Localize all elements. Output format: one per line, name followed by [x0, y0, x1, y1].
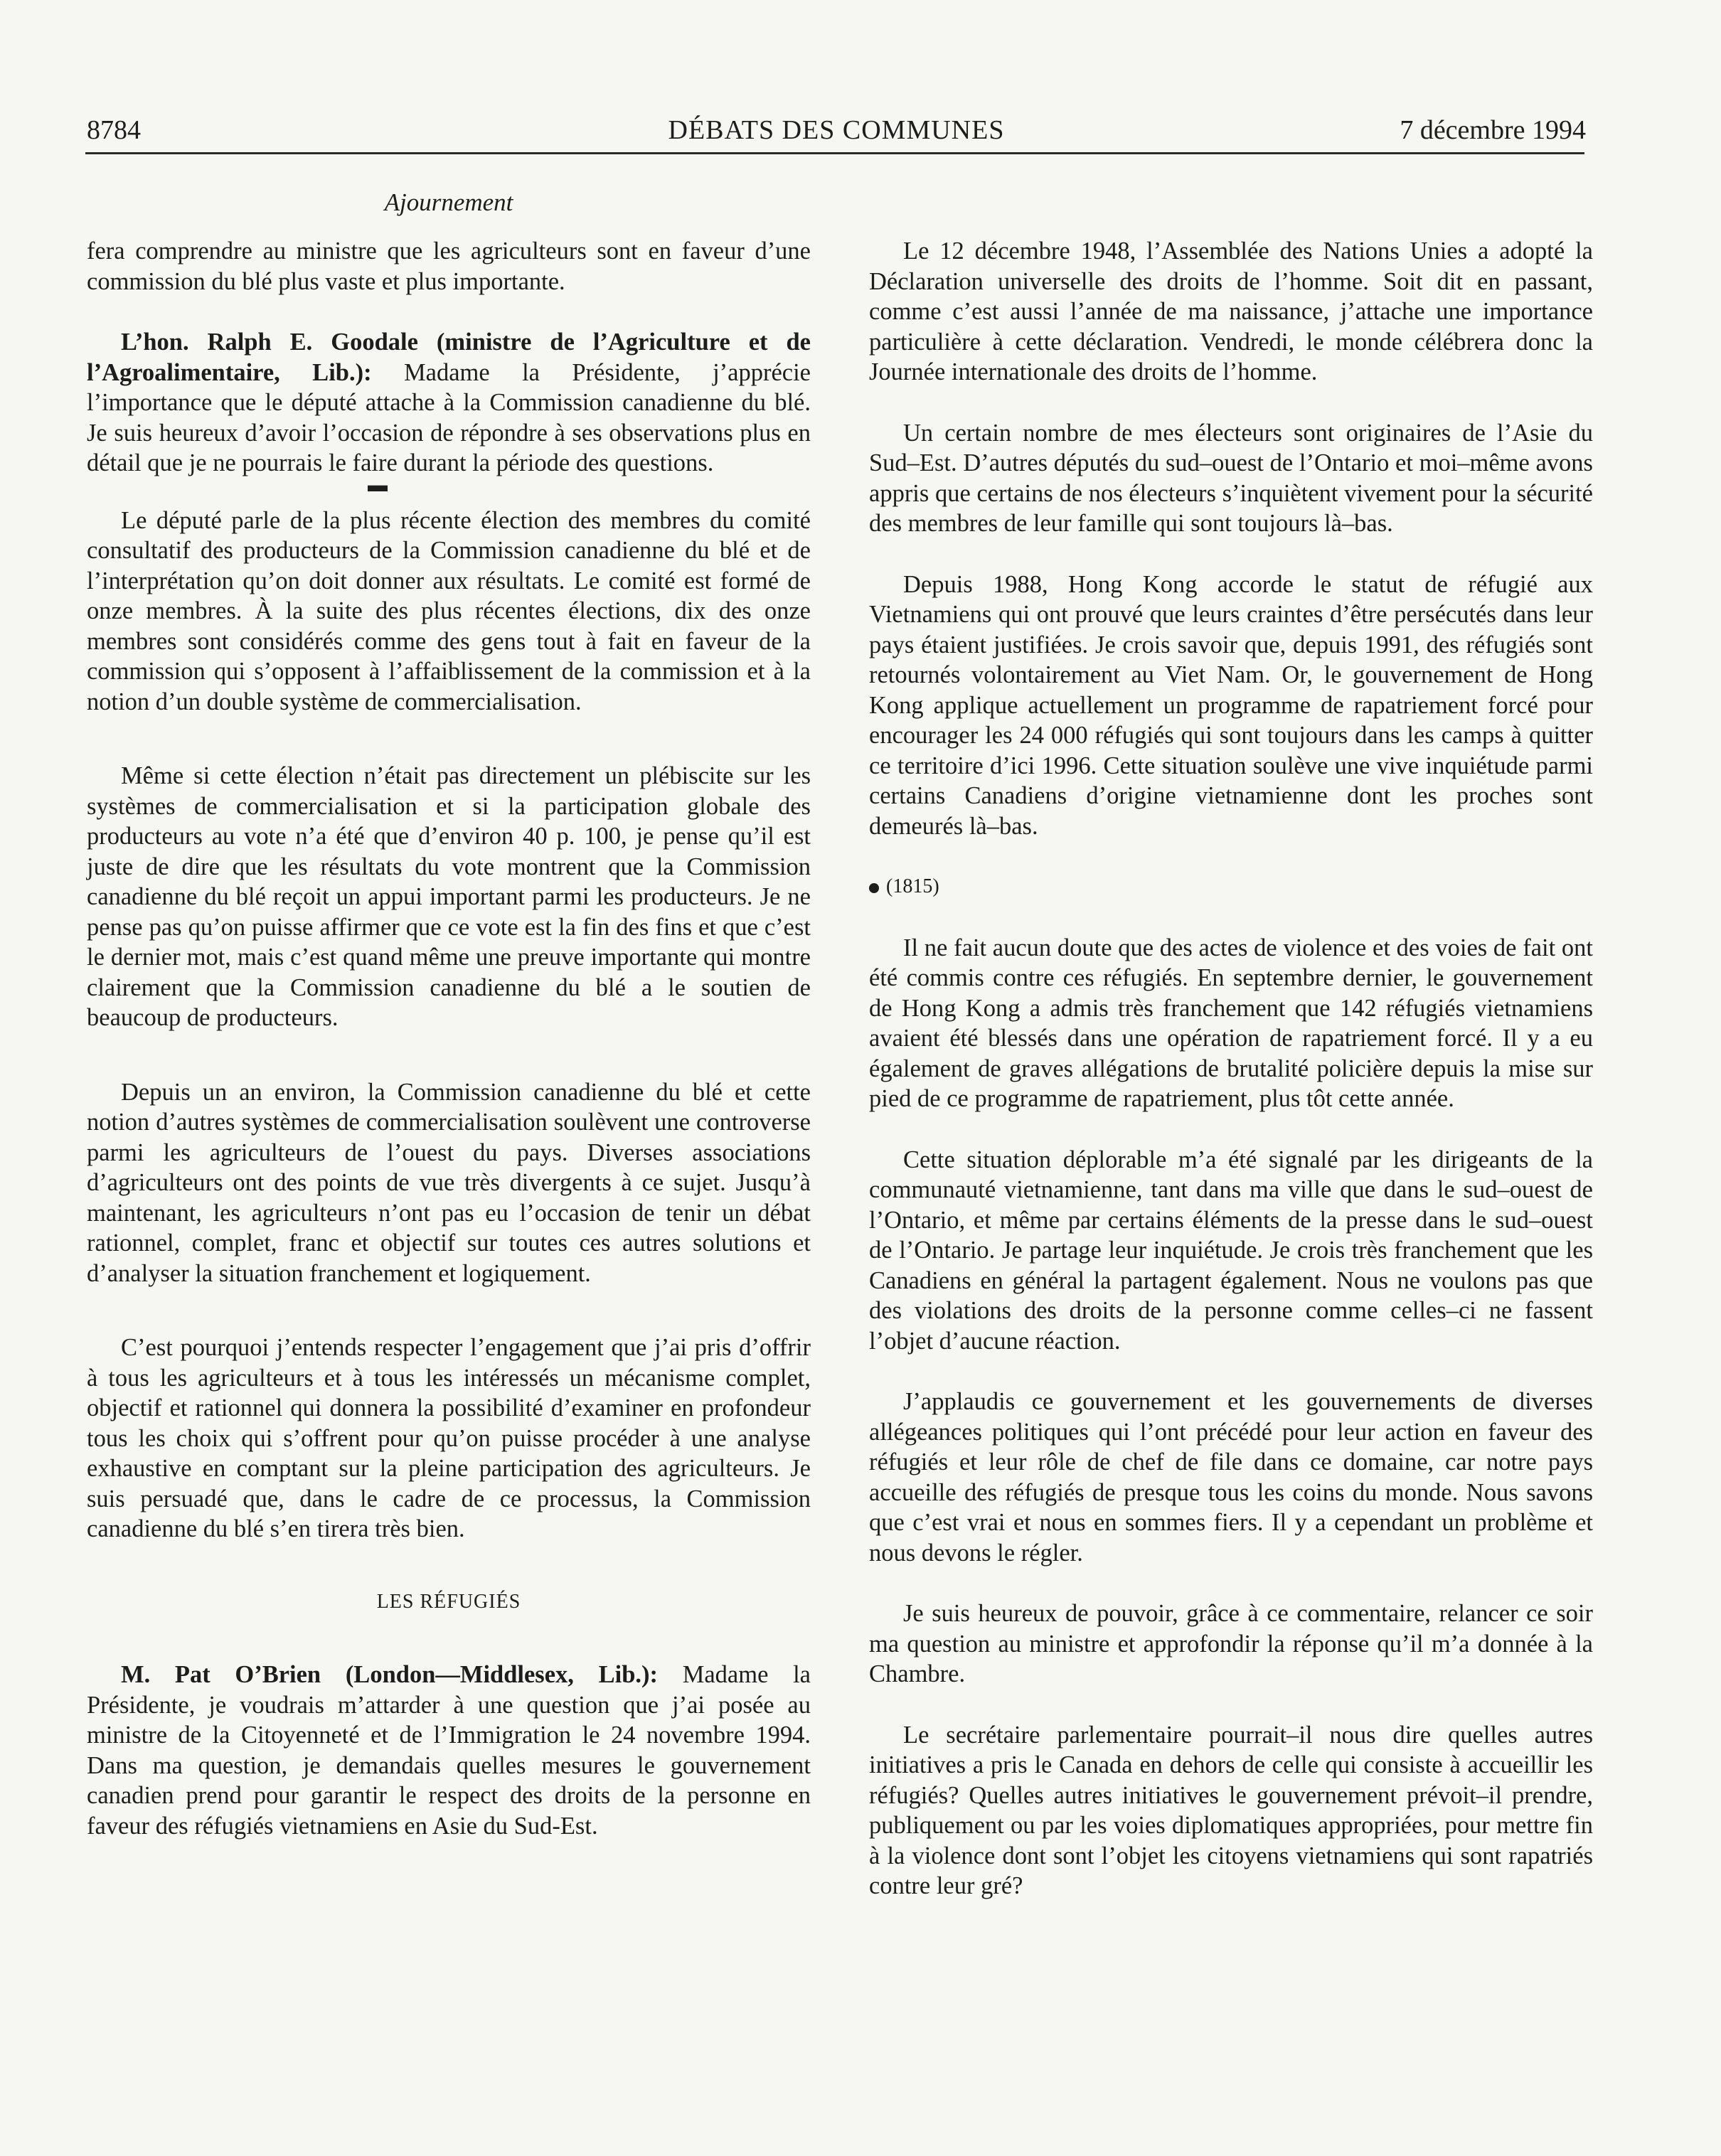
paragraph: Le député parle de la plus récente élection des membres du comité consultatif des producteurs de la Commission canadienne du blé et de l’interprétation qu’on doit donner aux résultats. Le comité est formé de onze membres. À la suite des plus récentes élections, dix des onze membres sont considérés comme des gens tout à fait en faveur de la commission qui s’opposent à l’affaiblissement de la commission et à la notion d’un double système de commercialisation.	[87, 506, 811, 715]
paragraph: Il ne fait aucun doute que des actes de violence et des voies de fait ont été commis contre ces réfugiés. En septembre dernier, le gouvernement de Hong Kong a admis très franchement que 142 réfugiés vietnamiens avaient été blessés dans une opération de rapatriement forcé. Il y a eu également de graves allégations de brutalité policière depuis la mise sur pied de ce programme de rapatriement, plus tôt cette année.	[869, 934, 1593, 1112]
margin-mark: ▬	[368, 474, 388, 496]
bullet-icon	[869, 883, 879, 893]
running-head: Ajournement	[384, 188, 513, 216]
paragraph: Même si cette élection n’était pas directement un plébiscite sur les systèmes de commercialisation et si la participation globale des producteurs au vote n’a été que d’environ 40 p. 100, je pense qu’il est juste de dire que les résultats du vote montrent que la Commission canadienne du blé reçoit un appui important parmi les producteurs. Je ne pense pas qu’on puisse affirmer que ce vote est la fin des fins et que c’est le dernier mot, mais c’est quand même une preuve importante qui montre clairement que la Commission canadienne du blé a le soutien de beaucoup de producteurs.	[87, 762, 811, 1031]
left-column	[87, 236, 811, 1872]
time-marker-text: (1815)	[886, 875, 939, 897]
speaker-name: L’hon. Ralph E. Goodale (ministre de l’Agriculture et de l’Agroalimentaire, Lib.):	[87, 329, 811, 386]
paragraph: J’applaudis ce gouvernement et les gouvernements de diverses allégeances politiques qui l’ont précédé pour leur action en faveur des réfugiés et leur rôle de chef de file dans ce domaine, car notre pays accueille des réfugiés de presque tous les coins du monde. Nous savons que c’est vrai et nous en sommes fiers. Il y a cependant un problème et nous devons le régler.	[869, 1388, 1593, 1567]
paragraph: Depuis 1988, Hong Kong accorde le statut de réfugié aux Vietnamiens qui ont prouvé que leurs craintes d’être persécutés dans leur pays étaient justifiées. Je crois savoir que, depuis 1991, des réfugiés sont retournés volontairement au Viet Nam. Or, le gouvernement de Hong Kong applique actuellement un programme de rapatriement forcé pour encourager les 24 000 réfugiés qui sont toujours dans les camps à quitter ce territoire d’ici 1996. Cette situation soulève une vive inquiétude parmi certains Canadiens d’origine vietnamienne dont les proches sont demeurés là–bas.	[869, 570, 1593, 840]
page-number: 8784	[87, 115, 141, 145]
right-column	[869, 236, 1593, 1932]
speech-text: Madame la Présidente, je voudrais m’attarder à une question que j’ai posée au ministre de la Citoyenneté et de l’Immigration le 24 novembre 1994. Dans ma question, je demandais quelles mesures le gouvernement canadien prend pour garantir le respect des droits de la personne en faveur des réfugiés vietnamiens en Asie du Sud-Est.	[87, 1661, 811, 1840]
paragraph: fera comprendre au ministre que les agriculteurs sont en faveur d’une commission du blé plus vaste et plus importante.	[87, 238, 811, 295]
paragraph: Je suis heureux de pouvoir, grâce à ce commentaire, relancer ce soir ma question au ministre et approfondir la réponse qu’il m’a donnée à la Chambre.	[869, 1600, 1593, 1687]
page-header	[87, 110, 1586, 150]
publication-title: DÉBATS DES COMMUNES	[668, 115, 1005, 145]
paragraph: Depuis un an environ, la Commission canadienne du blé et cette notion d’autres systèmes de commercialisation soulèvent une controverse parmi les agriculteurs de l’ouest du pays. Diverses associations d’agriculteurs ont des points de vue très divergents à ce sujet. Jusqu’à maintenant, les agriculteurs n’ont pas eu l’occasion de tenir un débat rationnel, complet, franc et objectif sur toutes ces autres solutions et d’analyser la situation franchement et logiquement.	[87, 1078, 811, 1287]
paragraph: Cette situation déplorable m’a été signalé par les dirigeants de la communauté vietnamienne, tant dans ma ville que dans le sud–ouest de l’Ontario, et même par certains éléments de la presse dans le sud–ouest de l’Ontario. Je partage leur inquiétude. Je crois très franchement que les Canadiens en général la partagent également. Nous ne voulons pas que des violations des droits de la personne comme celles–ci ne fassent l’objet d’aucune réaction.	[869, 1146, 1593, 1355]
paragraph: Le secrétaire parlementaire pourrait–il nous dire quelles autres initiatives a pris le Canada en dehors de celle qui consiste à accueillir les réfugiés? Quelles autres initiatives le gouvernement prévoit–il prendre, publiquement ou par les voies diplomatiques appropriées, pour mettre fin à la violence dont sont l’objet les citoyens vietnamiens qui sont rapatriés contre leur gré?	[869, 1721, 1593, 1899]
speech-text: Madame la Présidente, j’apprécie l’importance que le député attache à la Commission canadienne du blé. Je suis heureux d’avoir l’occasion de répondre à ses observations plus en détail que je ne pourrais le faire durant la période des questions.	[87, 358, 811, 476]
header-rule	[85, 152, 1584, 154]
paragraph: Un certain nombre de mes électeurs sont originaires de l’Asie du Sud–Est. D’autres députés du sud–ouest de l’Ontario et moi–même avons appris que certains de nos électeurs s’inquiètent vivement pour la sécurité des membres de leur famille qui sont toujours là–bas.	[869, 419, 1593, 537]
paragraph	[87, 1660, 811, 1841]
section-heading: LES RÉFUGIÉS	[376, 1590, 521, 1613]
sitting-date: 7 décembre 1994	[1400, 115, 1586, 145]
paragraph	[87, 327, 811, 479]
paragraph: C’est pourquoi j’entends respecter l’engagement que j’ai pris d’offrir à tous les agriculteurs et à tous les intéressés un mécanisme complet, objectif et rationnel qui donnera la possibilité d’examiner en profondeur tous les choix qui s’offrent pour qu’on puisse procéder à une analyse exhaustive en comptant sur la pleine participation des agriculteurs. Je suis persuadé que, dans le cadre de ce processus, la Commission canadienne du blé s’en tirera très bien.	[87, 1334, 811, 1542]
speaker-name: M. Pat O’Brien (London—Middlesex, Lib.):	[121, 1661, 658, 1688]
paragraph: Le 12 décembre 1948, l’Assemblée des Nations Unies a adopté la Déclaration universelle des droits de l’homme. Soit dit en passant, comme c’est aussi l’année de ma naissance, j’attache une importance particulière à cette déclaration. Vendredi, le monde célébrera donc la Journée internationale des droits de l’homme.	[869, 238, 1593, 385]
time-marker	[869, 872, 1593, 902]
